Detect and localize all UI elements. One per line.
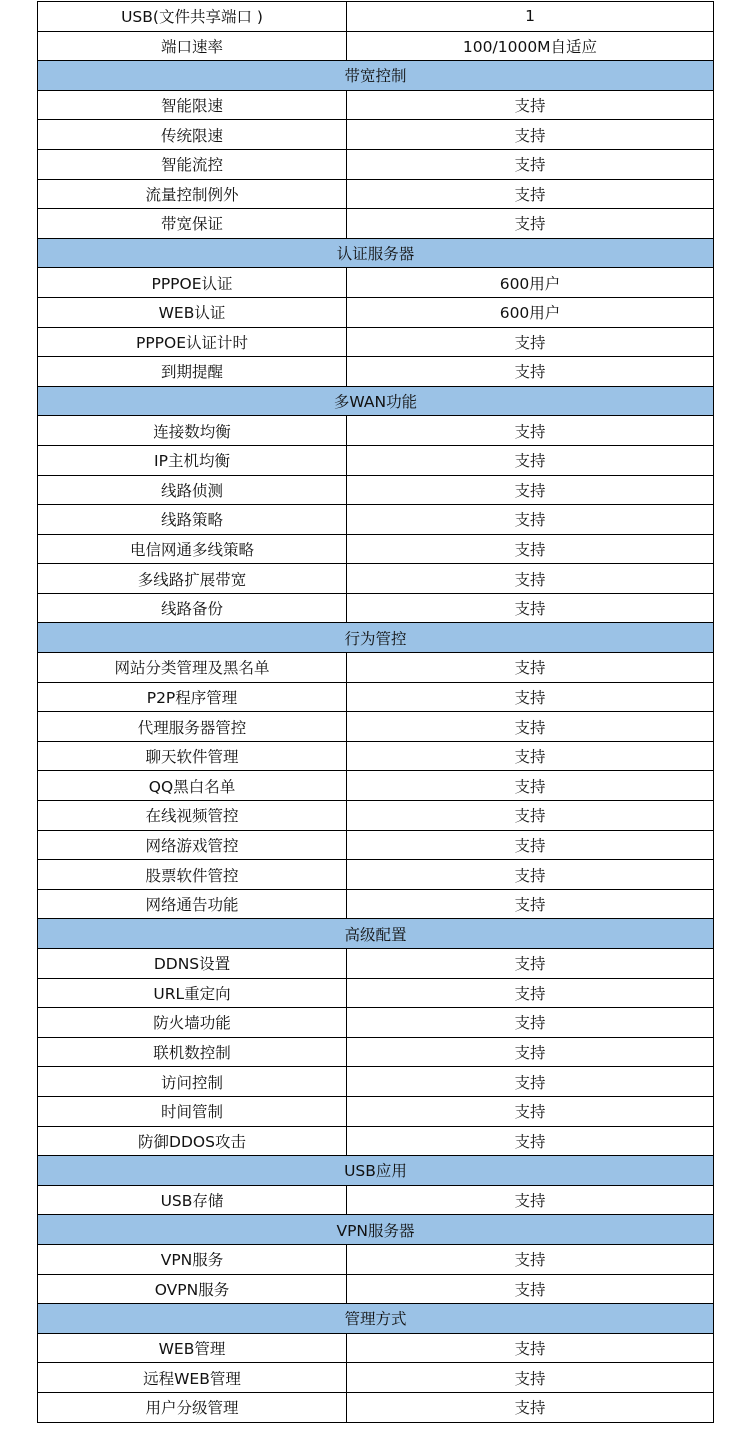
value-cell: 100/1000M自适应 bbox=[347, 31, 714, 61]
feature-cell: 连接数均衡 bbox=[38, 416, 347, 446]
table-row bbox=[38, 712, 714, 742]
section-header-row bbox=[38, 623, 714, 653]
table-row bbox=[38, 682, 714, 712]
feature-cell: URL重定向 bbox=[38, 978, 347, 1008]
value-cell: 600用户 bbox=[347, 297, 714, 327]
table-row bbox=[38, 534, 714, 564]
feature-cell: 带宽保证 bbox=[38, 209, 347, 239]
feature-cell: 时间管制 bbox=[38, 1096, 347, 1126]
table-row bbox=[38, 593, 714, 623]
feature-cell: DDNS设置 bbox=[38, 949, 347, 979]
section-title: 管理方式 bbox=[38, 1304, 714, 1334]
value-cell: 支持 bbox=[347, 712, 714, 742]
table-row bbox=[38, 357, 714, 387]
feature-cell: 远程WEB管理 bbox=[38, 1363, 347, 1393]
value-cell: 支持 bbox=[347, 120, 714, 150]
value-cell: 支持 bbox=[347, 741, 714, 771]
table-row bbox=[38, 978, 714, 1008]
feature-cell: 代理服务器管控 bbox=[38, 712, 347, 742]
feature-cell: USB存储 bbox=[38, 1185, 347, 1215]
feature-cell: 线路策略 bbox=[38, 505, 347, 535]
table-row bbox=[38, 149, 714, 179]
value-cell: 600用户 bbox=[347, 268, 714, 298]
feature-cell: 聊天软件管理 bbox=[38, 741, 347, 771]
table-row bbox=[38, 1126, 714, 1156]
feature-cell: WEB认证 bbox=[38, 297, 347, 327]
section-header-row bbox=[38, 919, 714, 949]
section-title: 带宽控制 bbox=[38, 61, 714, 91]
value-cell: 支持 bbox=[347, 1096, 714, 1126]
section-header-row bbox=[38, 1156, 714, 1186]
value-cell: 支持 bbox=[347, 1392, 714, 1422]
value-cell: 支持 bbox=[347, 327, 714, 357]
value-cell: 支持 bbox=[347, 771, 714, 801]
feature-cell: VPN服务 bbox=[38, 1244, 347, 1274]
value-cell: 支持 bbox=[347, 505, 714, 535]
table-row bbox=[38, 653, 714, 683]
feature-cell: 在线视频管控 bbox=[38, 801, 347, 831]
value-cell: 支持 bbox=[347, 534, 714, 564]
table-row bbox=[38, 1008, 714, 1038]
table-row bbox=[38, 2, 714, 32]
value-cell: 支持 bbox=[347, 978, 714, 1008]
feature-cell: PPPOE认证计时 bbox=[38, 327, 347, 357]
section-header-row bbox=[38, 1215, 714, 1245]
feature-cell: 股票软件管控 bbox=[38, 860, 347, 890]
value-cell: 支持 bbox=[347, 1363, 714, 1393]
value-cell: 支持 bbox=[347, 1008, 714, 1038]
table-row bbox=[38, 564, 714, 594]
feature-cell: 流量控制例外 bbox=[38, 179, 347, 209]
value-cell: 支持 bbox=[347, 445, 714, 475]
section-header-row bbox=[38, 238, 714, 268]
section-title: 高级配置 bbox=[38, 919, 714, 949]
table-row bbox=[38, 1363, 714, 1393]
feature-cell: 多线路扩展带宽 bbox=[38, 564, 347, 594]
feature-cell: 智能限速 bbox=[38, 90, 347, 120]
value-cell: 支持 bbox=[347, 1067, 714, 1097]
table-row bbox=[38, 90, 714, 120]
feature-cell: 联机数控制 bbox=[38, 1037, 347, 1067]
feature-cell: IP主机均衡 bbox=[38, 445, 347, 475]
value-cell: 支持 bbox=[347, 860, 714, 890]
feature-cell: 防火墙功能 bbox=[38, 1008, 347, 1038]
table-row bbox=[38, 445, 714, 475]
table-row bbox=[38, 741, 714, 771]
table-row bbox=[38, 475, 714, 505]
spec-table bbox=[37, 1, 714, 1423]
table-row bbox=[38, 1067, 714, 1097]
feature-cell: 线路备份 bbox=[38, 593, 347, 623]
value-cell: 1 bbox=[347, 2, 714, 32]
value-cell: 支持 bbox=[347, 1037, 714, 1067]
feature-cell: 防御DDOS攻击 bbox=[38, 1126, 347, 1156]
value-cell: 支持 bbox=[347, 1126, 714, 1156]
table-row bbox=[38, 949, 714, 979]
feature-cell: PPPOE认证 bbox=[38, 268, 347, 298]
feature-cell: 访问控制 bbox=[38, 1067, 347, 1097]
feature-cell: 网络通告功能 bbox=[38, 889, 347, 919]
value-cell: 支持 bbox=[347, 830, 714, 860]
feature-cell: 网络游戏管控 bbox=[38, 830, 347, 860]
value-cell: 支持 bbox=[347, 209, 714, 239]
feature-cell: OVPN服务 bbox=[38, 1274, 347, 1304]
table-row bbox=[38, 771, 714, 801]
value-cell: 支持 bbox=[347, 653, 714, 683]
feature-cell: QQ黑白名单 bbox=[38, 771, 347, 801]
feature-cell: 电信网通多线策略 bbox=[38, 534, 347, 564]
value-cell: 支持 bbox=[347, 357, 714, 387]
table-row bbox=[38, 1185, 714, 1215]
table-row bbox=[38, 505, 714, 535]
section-header-row bbox=[38, 61, 714, 91]
feature-cell: 智能流控 bbox=[38, 149, 347, 179]
table-row bbox=[38, 1333, 714, 1363]
value-cell: 支持 bbox=[347, 682, 714, 712]
table-row bbox=[38, 860, 714, 890]
table-row bbox=[38, 209, 714, 239]
feature-cell: WEB管理 bbox=[38, 1333, 347, 1363]
value-cell: 支持 bbox=[347, 564, 714, 594]
section-header-row bbox=[38, 386, 714, 416]
feature-cell: 网站分类管理及黑名单 bbox=[38, 653, 347, 683]
table-row bbox=[38, 801, 714, 831]
value-cell: 支持 bbox=[347, 416, 714, 446]
section-title: USB应用 bbox=[38, 1156, 714, 1186]
table-row bbox=[38, 297, 714, 327]
value-cell: 支持 bbox=[347, 801, 714, 831]
feature-cell: 传统限速 bbox=[38, 120, 347, 150]
feature-cell: USB(文件共享端口 ) bbox=[38, 2, 347, 32]
value-cell: 支持 bbox=[347, 149, 714, 179]
value-cell: 支持 bbox=[347, 1333, 714, 1363]
table-row bbox=[38, 830, 714, 860]
value-cell: 支持 bbox=[347, 1244, 714, 1274]
section-title: VPN服务器 bbox=[38, 1215, 714, 1245]
table-row bbox=[38, 1244, 714, 1274]
value-cell: 支持 bbox=[347, 593, 714, 623]
section-title: 行为管控 bbox=[38, 623, 714, 653]
table-row bbox=[38, 120, 714, 150]
table-row bbox=[38, 268, 714, 298]
value-cell: 支持 bbox=[347, 475, 714, 505]
value-cell: 支持 bbox=[347, 889, 714, 919]
table-row bbox=[38, 1274, 714, 1304]
value-cell: 支持 bbox=[347, 1274, 714, 1304]
feature-cell: 用户分级管理 bbox=[38, 1392, 347, 1422]
value-cell: 支持 bbox=[347, 179, 714, 209]
feature-cell: P2P程序管理 bbox=[38, 682, 347, 712]
feature-cell: 线路侦测 bbox=[38, 475, 347, 505]
table-row bbox=[38, 179, 714, 209]
table-row bbox=[38, 1392, 714, 1422]
table-row bbox=[38, 327, 714, 357]
table-row bbox=[38, 1096, 714, 1126]
feature-cell: 到期提醒 bbox=[38, 357, 347, 387]
section-title: 多WAN功能 bbox=[38, 386, 714, 416]
value-cell: 支持 bbox=[347, 90, 714, 120]
table-row bbox=[38, 1037, 714, 1067]
table-row bbox=[38, 416, 714, 446]
value-cell: 支持 bbox=[347, 949, 714, 979]
feature-cell: 端口速率 bbox=[38, 31, 347, 61]
spec-table-body bbox=[38, 2, 714, 1423]
table-row bbox=[38, 889, 714, 919]
section-header-row bbox=[38, 1304, 714, 1334]
section-title: 认证服务器 bbox=[38, 238, 714, 268]
value-cell: 支持 bbox=[347, 1185, 714, 1215]
table-row bbox=[38, 31, 714, 61]
